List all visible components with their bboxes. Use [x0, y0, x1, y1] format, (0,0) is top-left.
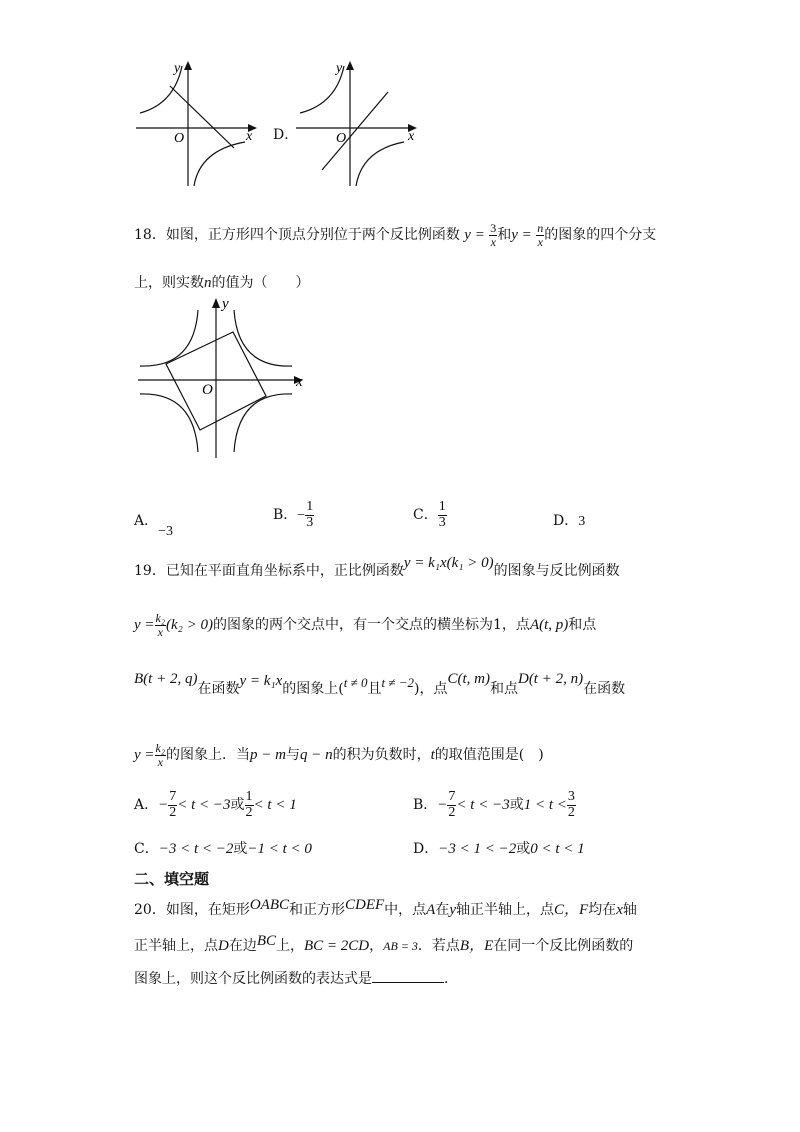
q20-l2d: ， [369, 938, 384, 954]
q19-line2 [134, 612, 596, 638]
q18-and: 和 [497, 227, 512, 244]
q19-l4-expr2: q − n [300, 747, 333, 764]
q18-option-b-num: 1 [306, 499, 314, 514]
q19-option-a-den2: 2 [245, 804, 253, 820]
q18-f1-den: x [490, 234, 496, 249]
q18-option-a-label: A． [134, 513, 159, 529]
q18-text1: 如图，正方形四个顶点分别位于两个反比例函数 [165, 227, 460, 244]
q19-l2-point-a: A(t, p) [529, 617, 569, 634]
q19-l3e: 和点 [489, 681, 518, 697]
q18-option-d[interactable] [553, 510, 585, 530]
q19-option-a-mid: < t < −3 [177, 797, 231, 814]
q18-f1-lhs: y = [464, 227, 485, 244]
graph-d-origin: O [336, 131, 347, 146]
q20-rect-name: OABC [249, 897, 289, 913]
q19-l3a: 在函数 [197, 681, 240, 697]
q18-line2 [134, 272, 310, 292]
q20-line3 [134, 968, 458, 988]
q19-option-a-frac2 [245, 790, 254, 820]
q19-option-a-pre: − [158, 797, 169, 814]
graph-c-origin: O [174, 131, 185, 146]
q19-l4d: 的取值范围是( ) [434, 747, 544, 764]
q19-option-a-label: A． [134, 797, 159, 814]
q19-option-b-frac2 [567, 790, 576, 820]
q20-l1f: 均在 [588, 902, 617, 918]
q19-l4b: 与 [286, 747, 300, 764]
q20-l2f: 在同一个反比例函数的 [493, 938, 634, 954]
q19-l2-cond: (k₂ > 0) [166, 617, 214, 634]
q20-l2e: ．若点 [417, 938, 460, 954]
q19-l3d: )，点 [414, 681, 448, 697]
q20-l1b: 和正方形 [289, 902, 345, 918]
q19-option-c[interactable] [134, 838, 312, 858]
q19-option-c-or: 或 [233, 841, 248, 857]
graph-option-d [292, 58, 422, 190]
q20-l2b: 在边 [228, 938, 257, 954]
q18-option-b-fraction [305, 500, 314, 530]
q19-l3-formula: y = k₁x [239, 673, 283, 689]
q19-option-d[interactable] [413, 838, 585, 858]
q18-line2b: 的值为（ ） [211, 275, 310, 291]
q19-l2-lhs: y = [134, 617, 155, 634]
q18-option-b-den: 3 [306, 514, 314, 530]
q19-l4-expr1: p − m [250, 747, 286, 764]
q20-l2a: 正半轴上，点 [134, 938, 218, 954]
q20-l1a: 如图，在矩形 [165, 902, 250, 918]
q19-number: 19． [134, 563, 166, 579]
q18-option-c-num: 1 [438, 499, 446, 514]
section-title: 二、填空题 [134, 870, 210, 888]
q18-option-c[interactable] [413, 500, 447, 530]
q19-l1-formula: y = k₁x(k₁ > 0) [403, 555, 494, 571]
q20-line2 [134, 934, 633, 955]
q19-option-b-label: B． [413, 797, 438, 814]
q20-l1e: 轴正半轴上，点 [456, 902, 555, 918]
q19-l1b: 的图象与反比例函数 [493, 563, 620, 579]
q19-option-a-num2: 1 [245, 789, 253, 804]
q19-option-b[interactable] [413, 790, 576, 820]
q18-f2-den: x [537, 234, 543, 249]
q19-option-b-den2: 2 [567, 804, 575, 820]
q18-f2-num: n [537, 221, 544, 235]
q19-l4c: 的积为负数时， [332, 747, 431, 764]
q19-line4 [134, 742, 544, 768]
q20-number: 20． [134, 902, 166, 918]
q19-option-d-or: 或 [516, 841, 531, 857]
q19-option-a-num: 7 [169, 789, 177, 804]
q19-option-a-or: 或 [230, 797, 245, 814]
q20-points-cf: C，F [554, 902, 589, 918]
q18-option-d-value: 3 [578, 514, 586, 529]
q19-l3-point-b: B(t + 2, q) [134, 671, 198, 687]
q20-l2c: 上， [276, 938, 305, 954]
q18-text2: 的图象的四个分支 [544, 227, 657, 244]
q18-number: 18． [134, 227, 166, 244]
q19-l3-point-c: C(t, m) [447, 671, 490, 687]
q18-option-c-den: 3 [438, 514, 446, 530]
q19-option-c-label: C． [134, 841, 159, 857]
q19-option-b-num2: 3 [567, 789, 575, 804]
q19-l4-den: x [155, 755, 167, 769]
q18-y-label: y [222, 296, 229, 312]
q18-option-b-label: B． [273, 507, 298, 524]
q19-option-c-b: −1 < t < 0 [247, 841, 312, 857]
q19-option-b-mid: < t < −3 [456, 797, 510, 814]
q19-l2-num: k₂ [155, 611, 166, 625]
q19-option-a-end: < t < 1 [253, 797, 297, 814]
q20-l3b: ． [444, 971, 458, 987]
q19-l3f: 在函数 [583, 681, 626, 697]
option-d-label: D． [273, 127, 299, 143]
q19-l1a: 已知在平面直角坐标系中，正比例函数 [165, 563, 404, 579]
q20-points-be: B，E [459, 938, 494, 954]
graph-d-y-label: y [336, 61, 343, 76]
q18-f2-lhs: y = [511, 227, 532, 244]
q20-point-a: A [426, 902, 436, 918]
q19-l2a: 的图象的两个交点中，有一个交点的横坐标为1，点 [213, 617, 530, 634]
q18-var-n: n [204, 275, 212, 291]
q20-y-axis: y [449, 902, 457, 918]
q19-l2-fraction [155, 612, 167, 638]
q19-l2-den: x [155, 625, 167, 639]
q19-line3 [134, 671, 626, 698]
q19-l4a: 的图象上．当 [166, 747, 251, 764]
q20-l1d: 在 [435, 902, 450, 918]
graph-c-x-label: x [246, 129, 253, 144]
q18-option-c-label: C． [413, 507, 438, 524]
q19-option-a-den: 2 [169, 804, 177, 820]
q18-f1-num: 3 [490, 221, 497, 235]
q20-l3a: 图象上，则这个反比例函数的表达式是 [134, 971, 372, 987]
q19-option-b-den: 2 [448, 804, 456, 820]
q20-point-d: D [218, 938, 229, 954]
q19-line1 [134, 555, 620, 580]
q19-l3-cond2: t ≠ −2 [381, 675, 415, 690]
q19-option-b-or: 或 [509, 797, 524, 814]
q19-option-d-a: −3 < 1 < −2 [438, 841, 517, 857]
q19-l3c: 且 [367, 681, 382, 697]
q19-l3-cond1: t ≠ 0 [343, 675, 368, 690]
q20-side-bc: BC [256, 933, 277, 949]
q19-l3-point-d: D(t + 2, n) [517, 671, 584, 687]
q18-option-a-value: −3 [158, 524, 174, 539]
q19-l4-lhs: y = [134, 747, 155, 764]
graph-c-y-label: y [174, 61, 181, 76]
q18-origin: O [202, 382, 213, 398]
q19-option-c-a: −3 < t < −2 [158, 841, 234, 857]
q19-l4-num: k₂ [155, 741, 166, 755]
q20-eq1: BC = 2CD [304, 938, 370, 954]
q20-square-name: CDEF [345, 897, 385, 913]
graph-d-x-label: x [408, 129, 415, 144]
q19-l3b: 的图象上( [282, 681, 344, 697]
q19-option-b-pre: − [437, 797, 448, 814]
q19-option-d-label: D． [413, 841, 439, 857]
q18-option-c-fraction [438, 500, 447, 530]
q18-line2a: 上，则实数 [134, 275, 204, 291]
q19-option-a-frac1 [168, 790, 177, 820]
q19-option-a[interactable] [134, 790, 297, 820]
q18-x-label: x [296, 374, 303, 390]
q18-line1 [134, 222, 656, 248]
q18-option-a[interactable] [134, 510, 174, 539]
q20-l1g: 轴 [622, 902, 637, 918]
q18-option-b[interactable] [273, 500, 314, 530]
q18-figure [136, 292, 308, 462]
q19-l4-t: t [430, 747, 435, 764]
q20-eq2: AB = 3 [383, 939, 418, 953]
q20-answer-blank[interactable] [372, 970, 444, 983]
q19-option-d-b: 0 < t < 1 [530, 841, 585, 857]
q19-l4-fraction [155, 742, 167, 768]
q19-option-b-num: 7 [448, 789, 456, 804]
q20-line1 [134, 898, 637, 919]
q19-option-b-mid2: 1 < t < [523, 797, 567, 814]
q18-option-d-label: D． [553, 513, 579, 529]
q20-l1c: 中，点 [384, 902, 427, 918]
graph-option-c [130, 58, 260, 190]
q20-x-axis: x [616, 902, 623, 918]
q18-option-b-sign: − [297, 508, 306, 524]
q19-l2b: 和点 [568, 617, 597, 634]
